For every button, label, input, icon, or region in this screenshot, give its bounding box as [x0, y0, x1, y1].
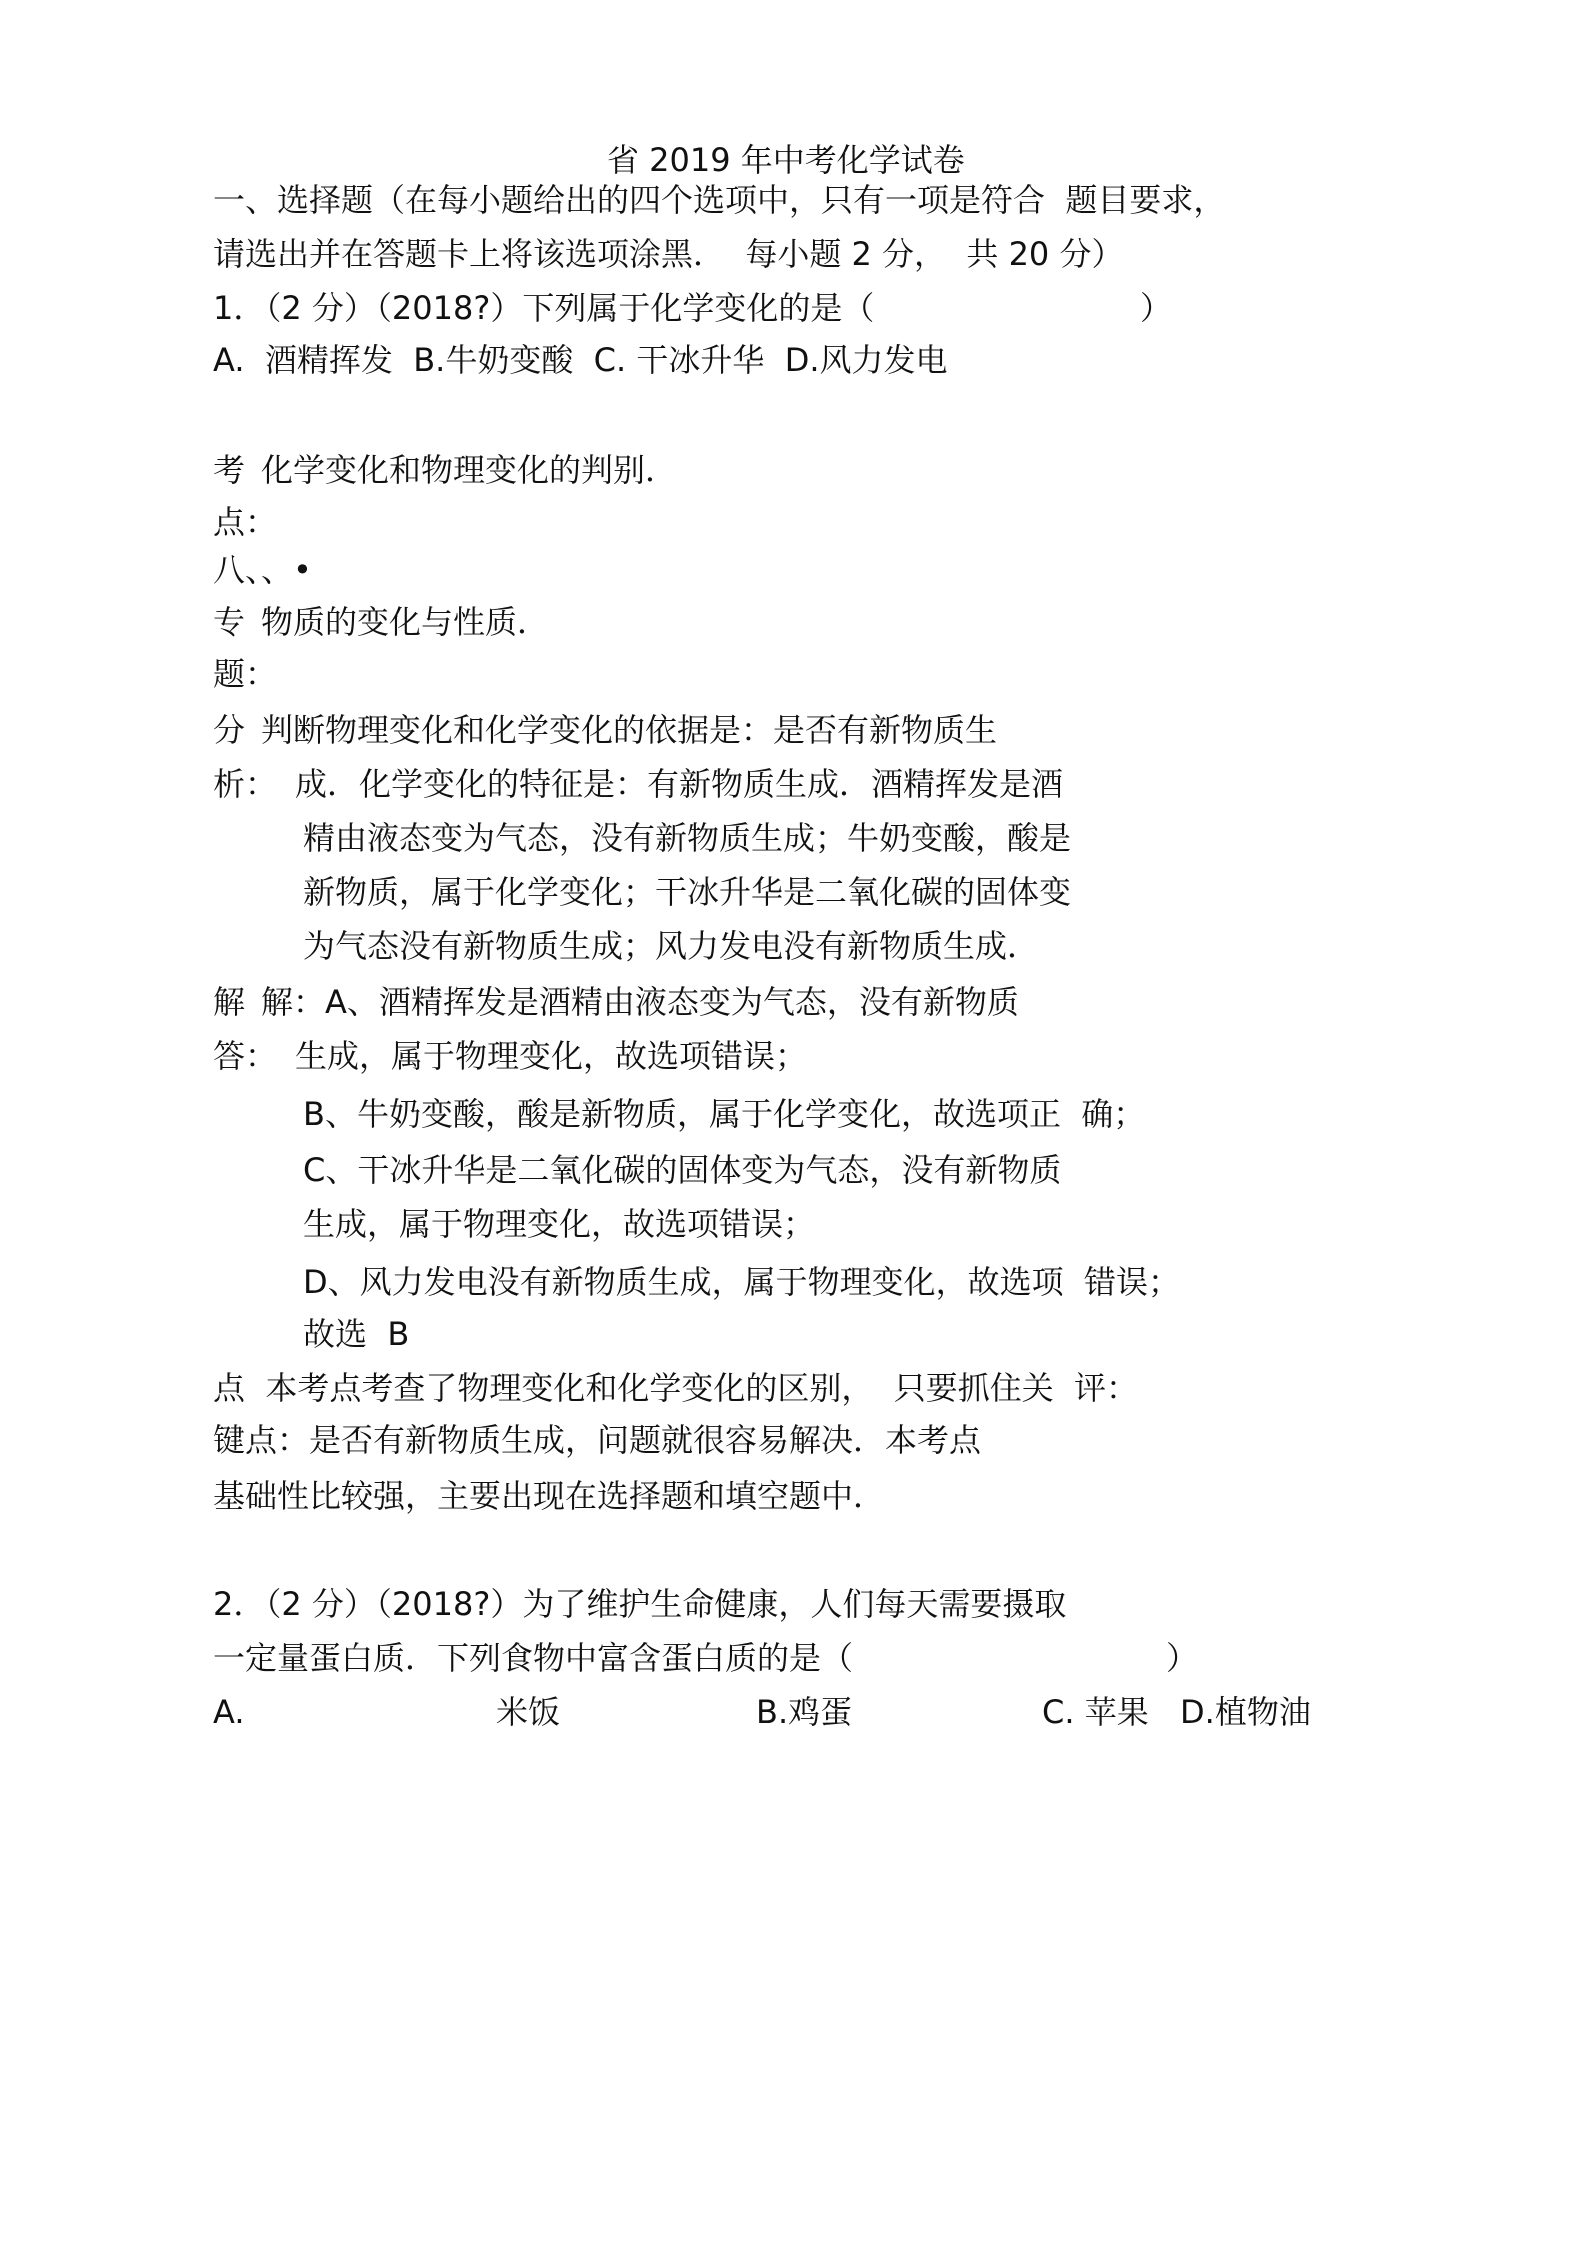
q1-fenxi-label-1: 分 [213, 711, 246, 749]
q1-dianping-line-3: 基础性比较强，主要出现在选择题和填空题中． [213, 1477, 886, 1515]
q1-fenxi-label-2: 析： [213, 765, 278, 803]
section-header-line-1: 一、选择题（在每小题给出的四个选项中，只有一项是符合 题目要求， [213, 181, 1226, 219]
q2-option-a-label: A. [213, 1693, 245, 1731]
q1-jieda-label-1: 解 [213, 983, 246, 1021]
q1-jieda-line-7: 故选 B [303, 1315, 410, 1353]
q1-dianping-line-1: 点 本考点考查了物理变化和化学变化的区别， 只要抓住关 评： [213, 1369, 1139, 1407]
q1-stem-suffix: ） [1140, 289, 1173, 327]
q1-jieda-label-2: 答： [213, 1037, 278, 1075]
q1-jieda-line-6: D、风力发电没有新物质生成，属于物理变化，故选项 错误； [303, 1263, 1180, 1301]
q1-fenxi-line-2: 成．化学变化的特征是：有新物质生成．酒精挥发是酒 [295, 765, 1064, 803]
q1-kaodian-label-1: 考 [213, 451, 246, 489]
q2-option-d: D.植物油 [1180, 1693, 1311, 1731]
q1-fenxi-line-5: 为气态没有新物质生成；风力发电没有新物质生成． [303, 927, 1040, 965]
q2-option-a-text: 米饭 [496, 1693, 561, 1731]
q1-zhuanti-label-2: 题： [213, 655, 278, 693]
q1-fenxi-line-1: 判断物理变化和化学变化的依据是：是否有新物质生 [261, 711, 998, 749]
q1-jieda-line-2: 生成，属于物理变化，故选项错误； [295, 1037, 808, 1075]
q1-jieda-line-1: 解：A、酒精挥发是酒精由液态变为气态，没有新物质 [261, 983, 1019, 1021]
q2-stem-line-1: 2．（2 分）（2018?）为了维护生命健康，人们每天需要摄取 [213, 1585, 1067, 1623]
q1-options: A. 酒精挥发 B.牛奶变酸 C. 干冰升华 D.风力发电 [213, 341, 948, 379]
q1-artifact: 八、、• [213, 551, 312, 589]
q2-option-c: C. 苹果 [1042, 1693, 1149, 1731]
q2-stem-line-2-suffix: ） [1166, 1639, 1199, 1677]
q1-zhuanti-text: 物质的变化与性质． [261, 603, 550, 641]
q2-stem-line-2-prefix: 一定量蛋白质．下列食物中富含蛋白质的是（ [213, 1639, 854, 1677]
page-title: 省 2019 年中考化学试卷 [607, 141, 965, 179]
section-header-line-2: 请选出并在答题卡上将该选项涂黑． 每小题 2 分， 共 20 分） [213, 235, 1124, 273]
q2-option-b: B.鸡蛋 [756, 1693, 853, 1731]
q1-zhuanti-label-1: 专 [213, 603, 246, 641]
q1-kaodian-text: 化学变化和物理变化的判别． [261, 451, 678, 489]
q1-dianping-line-2: 键点：是否有新物质生成，问题就很容易解决．本考点 [213, 1421, 982, 1459]
q1-kaodian-label-2: 点： [213, 503, 278, 541]
q1-fenxi-line-4: 新物质，属于化学变化；干冰升华是二氧化碳的固体变 [303, 873, 1072, 911]
q1-stem-prefix: 1．（2 分）（2018?）下列属于化学变化的是（ [213, 289, 875, 327]
q1-jieda-line-4: C、干冰升华是二氧化碳的固体变为气态，没有新物质 [303, 1151, 1062, 1189]
q1-jieda-line-5: 生成，属于物理变化，故选项错误； [303, 1205, 816, 1243]
q1-jieda-line-3: B、牛奶变酸，酸是新物质，属于化学变化，故选项正 确； [303, 1095, 1146, 1133]
q1-fenxi-line-3: 精由液态变为气态，没有新物质生成；牛奶变酸，酸是 [303, 819, 1072, 857]
